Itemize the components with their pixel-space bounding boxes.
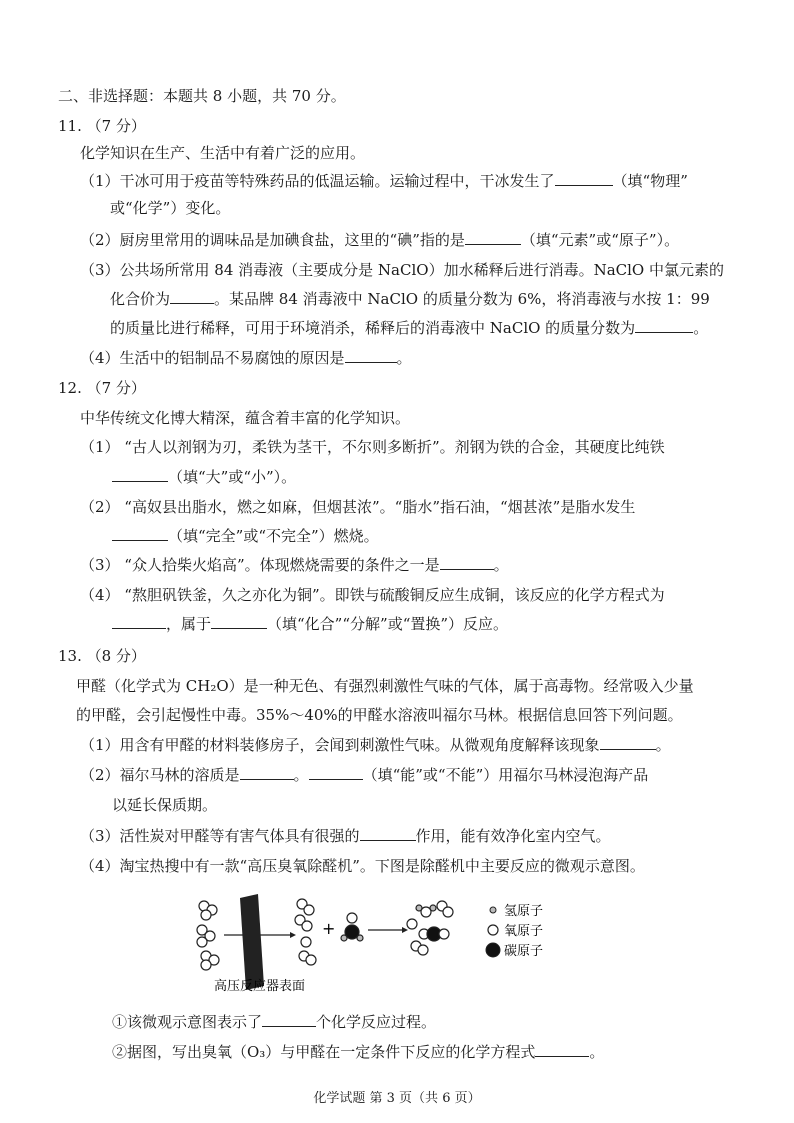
q12-part3: （3） “众人拾柴火焰高”。体现燃烧需要的条件之一是 。 xyxy=(80,556,509,574)
legend xyxy=(486,904,543,959)
q11-number: 11. （7 分） xyxy=(58,117,146,135)
q13-number: 13. （8 分） xyxy=(58,647,146,665)
q12-part4-cont: ，属于 （填“化合”“分解”或“置换”）反应。 xyxy=(112,614,508,634)
answer-blank[interactable] xyxy=(262,1012,316,1027)
answer-blank[interactable] xyxy=(170,289,214,304)
q12-part4: （4） “熬胆矾铁釜，久之亦化为铜”。即铁与硫酸铜反应生成铜，该反应的化学方程式为 xyxy=(80,586,665,604)
page-footer: 化学试题 第 3 页（共 6 页） xyxy=(313,1091,481,1106)
answer-blank[interactable] xyxy=(345,348,397,363)
q13-part4: （4）淘宝热搜中有一款“高压臭氧除醛机”。下图是除醛机中主要反应的微观示意图。 xyxy=(80,857,645,875)
q13-part1: （1）用含有甲醛的材料装修房子，会闻到刺激性气味。从微观角度解释该现象 。 xyxy=(80,736,671,754)
answer-blank[interactable] xyxy=(635,318,693,333)
q11-intro: 化学知识在生产、生活中有着广泛的应用。 xyxy=(80,144,366,162)
formaldehyde-molecule-icon xyxy=(341,913,363,941)
product-molecules-icon xyxy=(407,901,453,955)
answer-blank[interactable] xyxy=(112,467,168,482)
q11-part2: （2）厨房里常用的调味品是加碘食盐，这里的“碘”指的是 （填“元素”或“原子”）。 xyxy=(80,231,680,249)
q12-part2: （2） “高奴县出脂水，燃之如麻，但烟甚浓”。“脂水”指石油，“烟甚浓”是脂水发生 xyxy=(80,498,636,516)
legend-oxygen: 氧原子 xyxy=(504,924,544,939)
q12-part1-cont: （填“大”或“小”）。 xyxy=(112,467,296,487)
q13-sub1: ①该微观示意图表示了 个化学反应过程。 xyxy=(112,1013,437,1031)
oxygen-atoms-icon xyxy=(295,899,316,965)
q13-intro-1: 甲醛（化学式为 CH₂O）是一种无色、有强烈刺激性气味的气体，属于高毒物。经常吸入少量 xyxy=(76,677,694,695)
q11-part3: （3）公共场所常用 84 消毒液（主要成分是 NaClO）加水稀释后进行消毒。NaClO 中氯元素的 xyxy=(80,261,724,279)
section-heading-text: 二、非选择题：本题共 8 小题，共 70 分。 xyxy=(58,87,346,105)
reactor-plate-icon xyxy=(240,894,264,990)
answer-blank[interactable] xyxy=(309,765,363,780)
q13-intro-2: 的甲醛，会引起慢性中毒。35%～40%的甲醛水溶液叫福尔马林。根据信息回答下列问题。 xyxy=(76,706,683,724)
q12-part2-cont: （填“完全”或“不完全”）燃烧。 xyxy=(112,526,379,546)
q11-part3-line3: 的质量比进行稀释，可用于环境消杀，稀释后的消毒液中 NaClO 的质量分数为 。 xyxy=(110,319,709,337)
answer-blank[interactable] xyxy=(440,555,494,570)
q11-part3-line2: 化合价为 。某品牌 84 消毒液中 NaClO 的质量分数为 6%，将消毒液与水按 1：99 xyxy=(110,290,710,308)
legend-hydrogen: 氢原子 xyxy=(504,904,544,919)
q13-part3: （3）活性炭对甲醛等有害气体具有很强的 作用，能有效净化室内空气。 xyxy=(80,827,611,845)
reaction-diagram xyxy=(180,890,600,1000)
section-heading xyxy=(58,86,346,106)
answer-blank[interactable] xyxy=(600,735,656,750)
answer-blank[interactable] xyxy=(465,230,521,245)
diagram-caption: 高压反应器表面 xyxy=(214,979,306,994)
q13-part2: （2）福尔马林的溶质是 。 （填“能”或“不能”）用福尔马林浸泡海产品 xyxy=(80,766,649,784)
legend-carbon: 碳原子 xyxy=(504,944,544,959)
q12-part1: （1） “古人以剂钢为刃，柔铁为茎干，不尔则多断折”。剂钢为铁的合金，其硬度比纯铁 xyxy=(80,438,665,456)
plus-sign: + xyxy=(322,919,336,938)
answer-blank[interactable] xyxy=(360,826,416,841)
q11-part1: （1）干冰可用于疫苗等特殊药品的低温运输。运输过程中，干冰发生了 （填“物理” xyxy=(80,172,688,190)
answer-blank[interactable] xyxy=(535,1042,589,1057)
q11-part1-cont: 或“化学”）变化。 xyxy=(110,199,231,217)
answer-blank[interactable] xyxy=(555,171,613,186)
q13-sub2: ②据图，写出臭氧（O₃）与甲醛在一定条件下反应的化学方程式 。 xyxy=(112,1043,605,1061)
q12-number: 12. （7 分） xyxy=(58,379,146,397)
q13-part2-cont: 以延长保质期。 xyxy=(112,796,218,814)
q12-intro: 中华传统文化博大精深，蕴含着丰富的化学知识。 xyxy=(80,409,411,427)
q11-part4: （4）生活中的铝制品不易腐蚀的原因是 。 xyxy=(80,349,412,367)
answer-blank[interactable] xyxy=(112,526,168,541)
answer-blank[interactable] xyxy=(211,614,267,629)
answer-blank[interactable] xyxy=(112,614,166,629)
answer-blank[interactable] xyxy=(240,765,294,780)
ozone-molecules-left-icon xyxy=(197,901,219,970)
